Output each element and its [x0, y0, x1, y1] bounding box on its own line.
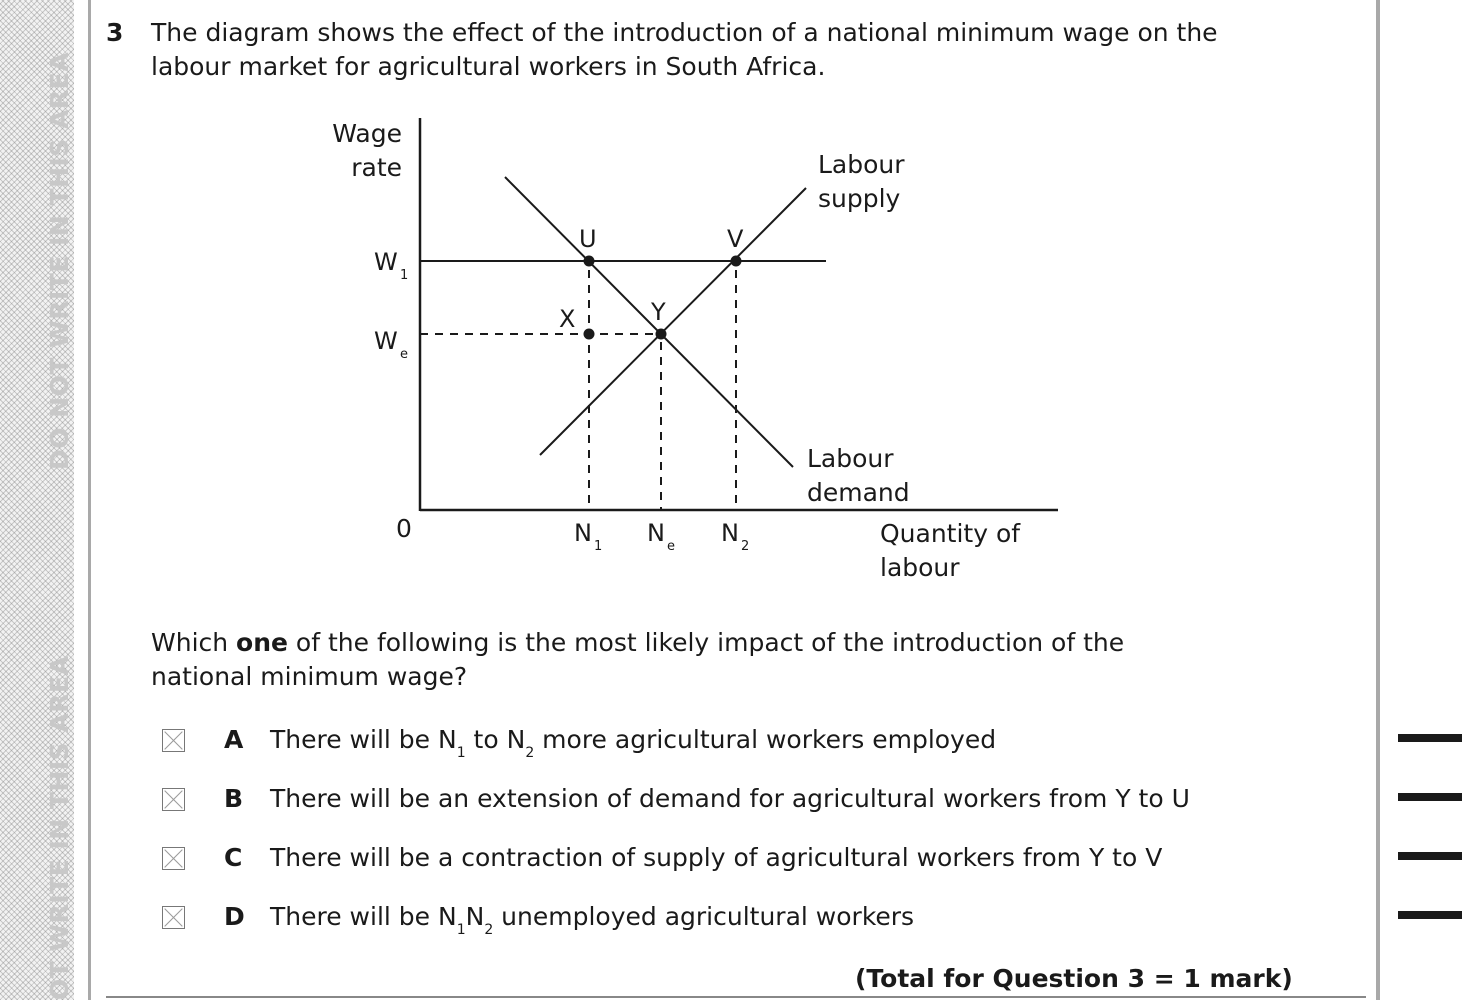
option-a-text: [270, 725, 997, 761]
point-v-dot: [731, 256, 742, 267]
option-d-sub-2: 2: [484, 922, 494, 938]
point-u-dot: [584, 256, 595, 267]
question-prompt-line-2: national minimum wage?: [151, 662, 468, 691]
point-x-label: X: [559, 305, 576, 333]
option-a-sub-1: 1: [456, 745, 466, 761]
y-axis-label-1: Wage: [332, 119, 402, 148]
point-y-label: Y: [651, 298, 666, 326]
question-total: (Total for Question 3 = 1 mark): [855, 964, 1293, 993]
option-d-part-1: There will be N: [270, 902, 457, 931]
w1-subscript: 1: [400, 268, 409, 283]
n2-label: N: [721, 519, 739, 547]
margin-tick-2: [1398, 793, 1462, 801]
x-axis-label-2: labour: [880, 553, 960, 582]
prompt-emphasis: one: [236, 628, 288, 657]
option-d-text: [270, 902, 915, 938]
option-a-part-2: to N: [465, 725, 526, 754]
question-prompt-line-1: [151, 626, 1124, 660]
prompt-pre: Which: [151, 628, 237, 657]
option-c-checkbox[interactable]: [162, 847, 185, 870]
option-d-part-2: N: [465, 902, 485, 931]
option-a-part-1: There will be N: [270, 725, 457, 754]
option-d-sub-1: 1: [456, 922, 466, 938]
origin-label: 0: [396, 514, 412, 543]
question-intro-line-1: The diagram shows the effect of the introduction of a national minimum wage on the: [151, 18, 1218, 47]
labour-demand-curve: [505, 177, 793, 467]
we-subscript: e: [400, 347, 408, 362]
option-d-letter: D: [224, 902, 245, 931]
demand-label-2: demand: [807, 478, 910, 507]
supply-label-2: supply: [818, 184, 901, 213]
ne-subscript: e: [667, 539, 675, 554]
question-number: 3: [106, 18, 124, 47]
point-x-dot: [584, 329, 595, 340]
margin-warning-upper: DO NOT WRITE IN THIS AREA: [45, 51, 74, 470]
question-intro-line-2: labour market for agricultural workers in South Africa.: [151, 52, 826, 81]
option-c-text: There will be a contraction of supply of agricultural workers from Y to V: [270, 843, 1163, 872]
we-label: W: [374, 327, 398, 355]
option-b-checkbox[interactable]: [162, 788, 185, 811]
point-v-label: V: [727, 225, 744, 253]
demand-label-1: Labour: [807, 444, 894, 473]
option-c-letter: C: [224, 843, 243, 872]
option-b-letter: B: [224, 784, 244, 813]
n1-label: N: [574, 519, 592, 547]
margin-warning-lower: OT WRITE IN THIS AREA: [45, 655, 74, 1000]
point-u-label: U: [579, 225, 597, 253]
bottom-rule: [106, 996, 1366, 998]
n2-subscript: 2: [741, 539, 750, 554]
option-a-sub-2: 2: [525, 745, 535, 761]
w1-label: W: [374, 248, 398, 276]
prompt-post: of the following is the most likely impact of the introduction of the: [287, 628, 1125, 657]
supply-label-1: Labour: [818, 150, 905, 179]
point-y-dot: [656, 329, 667, 340]
option-a-part-3: more agricultural workers employed: [534, 725, 997, 754]
y-axis-label-2: rate: [351, 153, 402, 182]
x-axis-label-1: Quantity of: [880, 519, 1021, 548]
option-a-checkbox[interactable]: [162, 729, 185, 752]
n1-subscript: 1: [594, 539, 603, 554]
ne-label: N: [647, 519, 665, 547]
option-d-checkbox[interactable]: [162, 906, 185, 929]
margin-tick-4: [1398, 911, 1462, 919]
option-a-letter: A: [224, 725, 244, 754]
option-b-text: There will be an extension of demand for agricultural workers from Y to U: [270, 784, 1190, 813]
margin-tick-1: [1398, 734, 1462, 742]
margin-tick-3: [1398, 852, 1462, 860]
option-d-part-3: unemployed agricultural workers: [493, 902, 915, 931]
